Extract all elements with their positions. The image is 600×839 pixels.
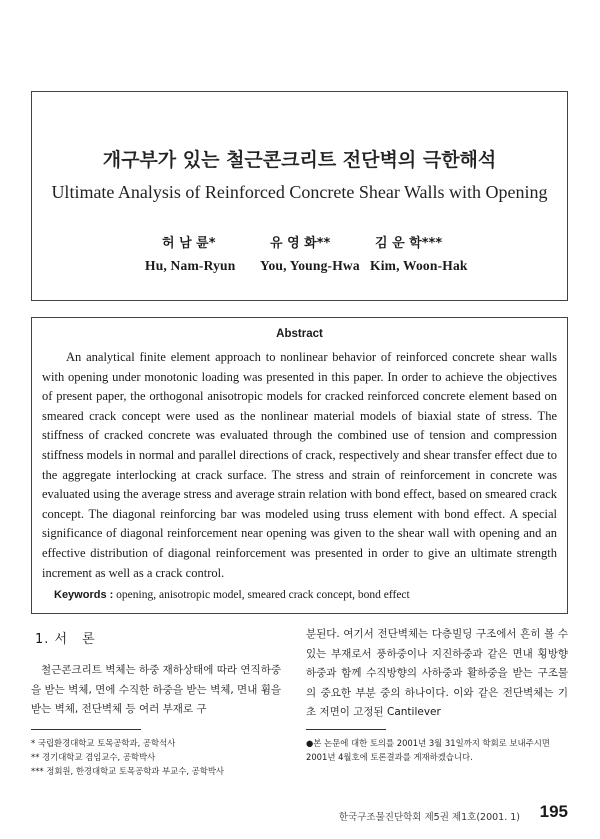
- keywords: [54, 589, 410, 601]
- journal-citation: 한국구조물진단학회 제5권 제1호(2001. 1): [338, 812, 520, 823]
- title-english: Ultimate Analysis of Reinforced Concrete Shear Walls with Opening: [51, 182, 548, 202]
- left-column: [31, 628, 281, 720]
- footnote-discussion: ●본 논문에 대한 토의를 2001년 3월 31일까지 학회로 보내주시면 2001년 4월호에 토론결과를 게재하겠습니다.: [306, 738, 550, 762]
- title-korean: 개구부가 있는 철근콘크리트 전단벽의 극한해석: [102, 149, 497, 171]
- footnote-rule-left: [31, 729, 141, 730]
- author-2-korean: 유 영 화**: [270, 236, 331, 251]
- abstract-block: [31, 317, 568, 614]
- footnote-2: ** 경기대학교 겸임교수, 공학박사: [31, 752, 156, 762]
- abstract-heading: Abstract: [276, 328, 323, 340]
- footnote-1: * 국립환경대학교 토목공학과, 공학석사: [31, 738, 176, 748]
- title-block: [31, 91, 568, 301]
- author-2-english: You, Young-Hwa: [260, 258, 360, 273]
- right-column-text: 분된다. 여기서 전단벽체는 다층빌딩 구조에서 흔히 볼 수 있는 부재로서 풍하중이나 지진하중과 같은 면내 횡방향 하중과 함께 수직방향의 사하중과 활하중을 받는 구조물의 중요한 부분 중의 하나이다. 이와 같은 전단벽체는 기초 저면이 고정된 Cantilever: [306, 628, 568, 718]
- keywords-list: opening, anisotropic model, smeared crack concept, bond effect: [116, 589, 410, 601]
- page-number: 195: [539, 802, 568, 821]
- section-heading: 1. 서 론: [35, 632, 96, 647]
- footnotes-left: [31, 736, 286, 778]
- left-column-text: 철근콘크리트 벽체는 하중 재하상태에 따라 연직하중을 받는 벽체, 면에 수직한 하중을 받는 벽체, 면내 휨을 받는 벽체, 전단벽체 등 여러 부재로 구: [31, 664, 281, 715]
- author-1-english: Hu, Nam-Ryun: [145, 258, 236, 273]
- footnote-3: *** 정회원, 한경대학교 토목공학과 부교수, 공학박사: [31, 766, 225, 776]
- author-3-korean: 김 운 학***: [375, 236, 443, 251]
- keywords-label: Keywords :: [54, 589, 114, 601]
- footnote-rule-right: [306, 729, 386, 730]
- author-3-english: Kim, Woon-Hak: [370, 258, 468, 273]
- author-1-korean: 허 남 륜*: [162, 236, 216, 251]
- abstract-text: An analytical finite element approach to nonlinear behavior of reinforced concrete shear walls with opening under monotonic loading was presented in this paper. In order to achieve the objectives of present paper, the orthogonal anisotropic models for cracked reinforced concrete element based on smeared crack concept were used as the nonlinear material models of biaxial state of stress. The stiffness of cracked concrete was evaluated through the combined use of tension and compression stiffness models in normal and parallel directions of crack, respectively and shear transfer effect due to the aggregate interlocking at crack surface. The stress and strain of reinforcement in concrete was evaluated using the average stress and average strain relation with bond effect, based on smeared crack concept. The diagonal reinforcing bar was modeled using truss element with bond effect. A special significance of diagonal reinforcement near opening was given to the shear wall with opening and an effective distribution of diagonal reinforcement was presented in order to give an ultimate strength increment as well as a crack control.: [42, 350, 557, 580]
